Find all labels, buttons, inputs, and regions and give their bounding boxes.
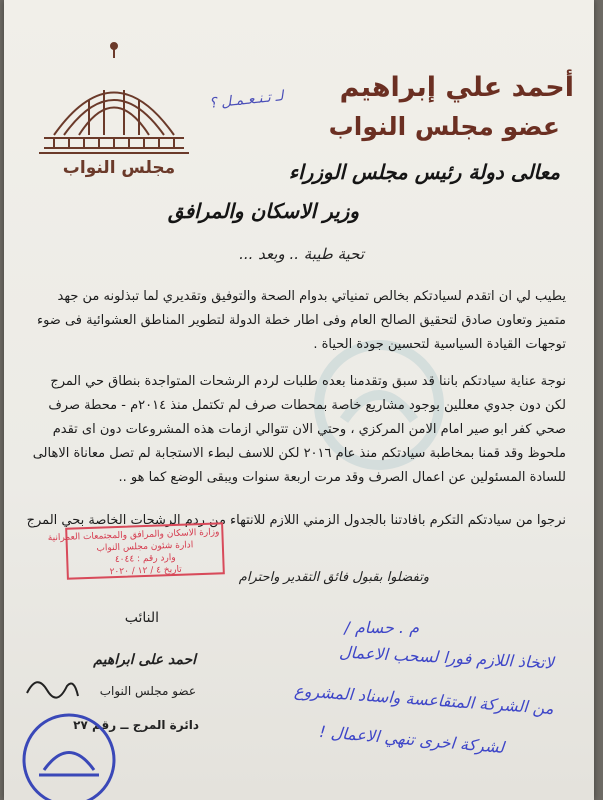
body-paragraph-2: نوجة عناية سيادتكم باننا قد سبق وتقدمنا بعده طلبات لردم الرشحات المتواجدة بنطاق حي المرج لكن دون جدوي معللين بوجود مشاريع خاصة بمحطات صرف لم تكتمل منذ ٢٠١٤م - محطة صرف صحي كفر ابو صير امام الامن المركزي ، وحتي الان تتوالي ازمات هذه المشروعات دون اى تقدم ملحوظ وقد قمنا بمخاطبة سيادتكم منذ عام ٢٠١٦ لكن للاسف لبطء الاستجابة لم تصل معاناة الاهالى للسادة المسئولين عن اعمال الصرف وقد مرت اربعة سنوات ويبقى الوضع كما هو .. bbox=[32, 374, 566, 485]
stamp-line-2: ادارة شئون مجلس النواب bbox=[96, 540, 194, 554]
signatory-name: احمد على ابراهيم bbox=[93, 652, 196, 668]
directive-line-2: لاتخاذ اللازم فورا لسحب الاعمال bbox=[338, 642, 555, 673]
letter-page bbox=[4, 0, 594, 800]
parliament-label: مجلس النواب bbox=[62, 158, 176, 178]
incoming-stamp bbox=[47, 522, 225, 579]
addressee-line-2: وزير الاسكان والمرافق bbox=[167, 199, 359, 223]
addressee-line-1: معالى دولة رئيس مجلس الوزراء bbox=[288, 160, 560, 184]
directive-line-3: من الشركة المتقاعسة واسناد المشروع bbox=[293, 680, 555, 719]
handwritten-margin-note: لـ تـنـعـمـل ؟ bbox=[208, 88, 285, 112]
deputy-label: النائب bbox=[124, 610, 159, 626]
stamp-line-3: وارد رقم : ٤٠٤٤ bbox=[114, 552, 176, 566]
directive-line-4: لشركة اخرى تنهي الاعمال ! bbox=[318, 721, 505, 758]
sender-role: عضو مجلس النواب bbox=[328, 112, 560, 141]
directive-line-1: م . حسام / bbox=[344, 618, 419, 637]
body-paragraph-3: نرجوا من سيادتكم التكرم بافادتنا بالجدول الزمني اللازم للانتهاء من ردم الرشحات الخاصة بحي المرج bbox=[26, 513, 566, 528]
body-paragraph-1: يطيب لي ان اتقدم لسيادتكم بخالص تمنياتي بدوام الصحة والتوفيق وتقديري لما تبذلونه من جهد متميز وتعاون صادق لتحقيق الصالح العام وفى اطار خطة الدولة لتطوير المناطق العشوائية فى ضوء توجهات القيادة السياسية لتحسين جودة الحياة . bbox=[36, 289, 566, 352]
greeting: تحية طيبة .. وبعد ... bbox=[239, 245, 364, 263]
sender-name: أحمد علي إبراهيم bbox=[339, 72, 574, 103]
signatory-role: عضو مجلس النواب bbox=[99, 684, 196, 698]
district-label: دائرة المرج ــ رقم ٢٧ bbox=[73, 718, 199, 732]
stamp-line-1: وزارة الاسكان والمرافق والمجتمعات العمرانية bbox=[47, 527, 220, 544]
blue-seal bbox=[14, 700, 124, 800]
closing-line: وتفضلوا بقبول فائق التقدير واحترام bbox=[238, 570, 429, 585]
stamp-line-4: تاريخ ٤ / ١٢ / ٢٠٢٠ bbox=[109, 564, 182, 578]
